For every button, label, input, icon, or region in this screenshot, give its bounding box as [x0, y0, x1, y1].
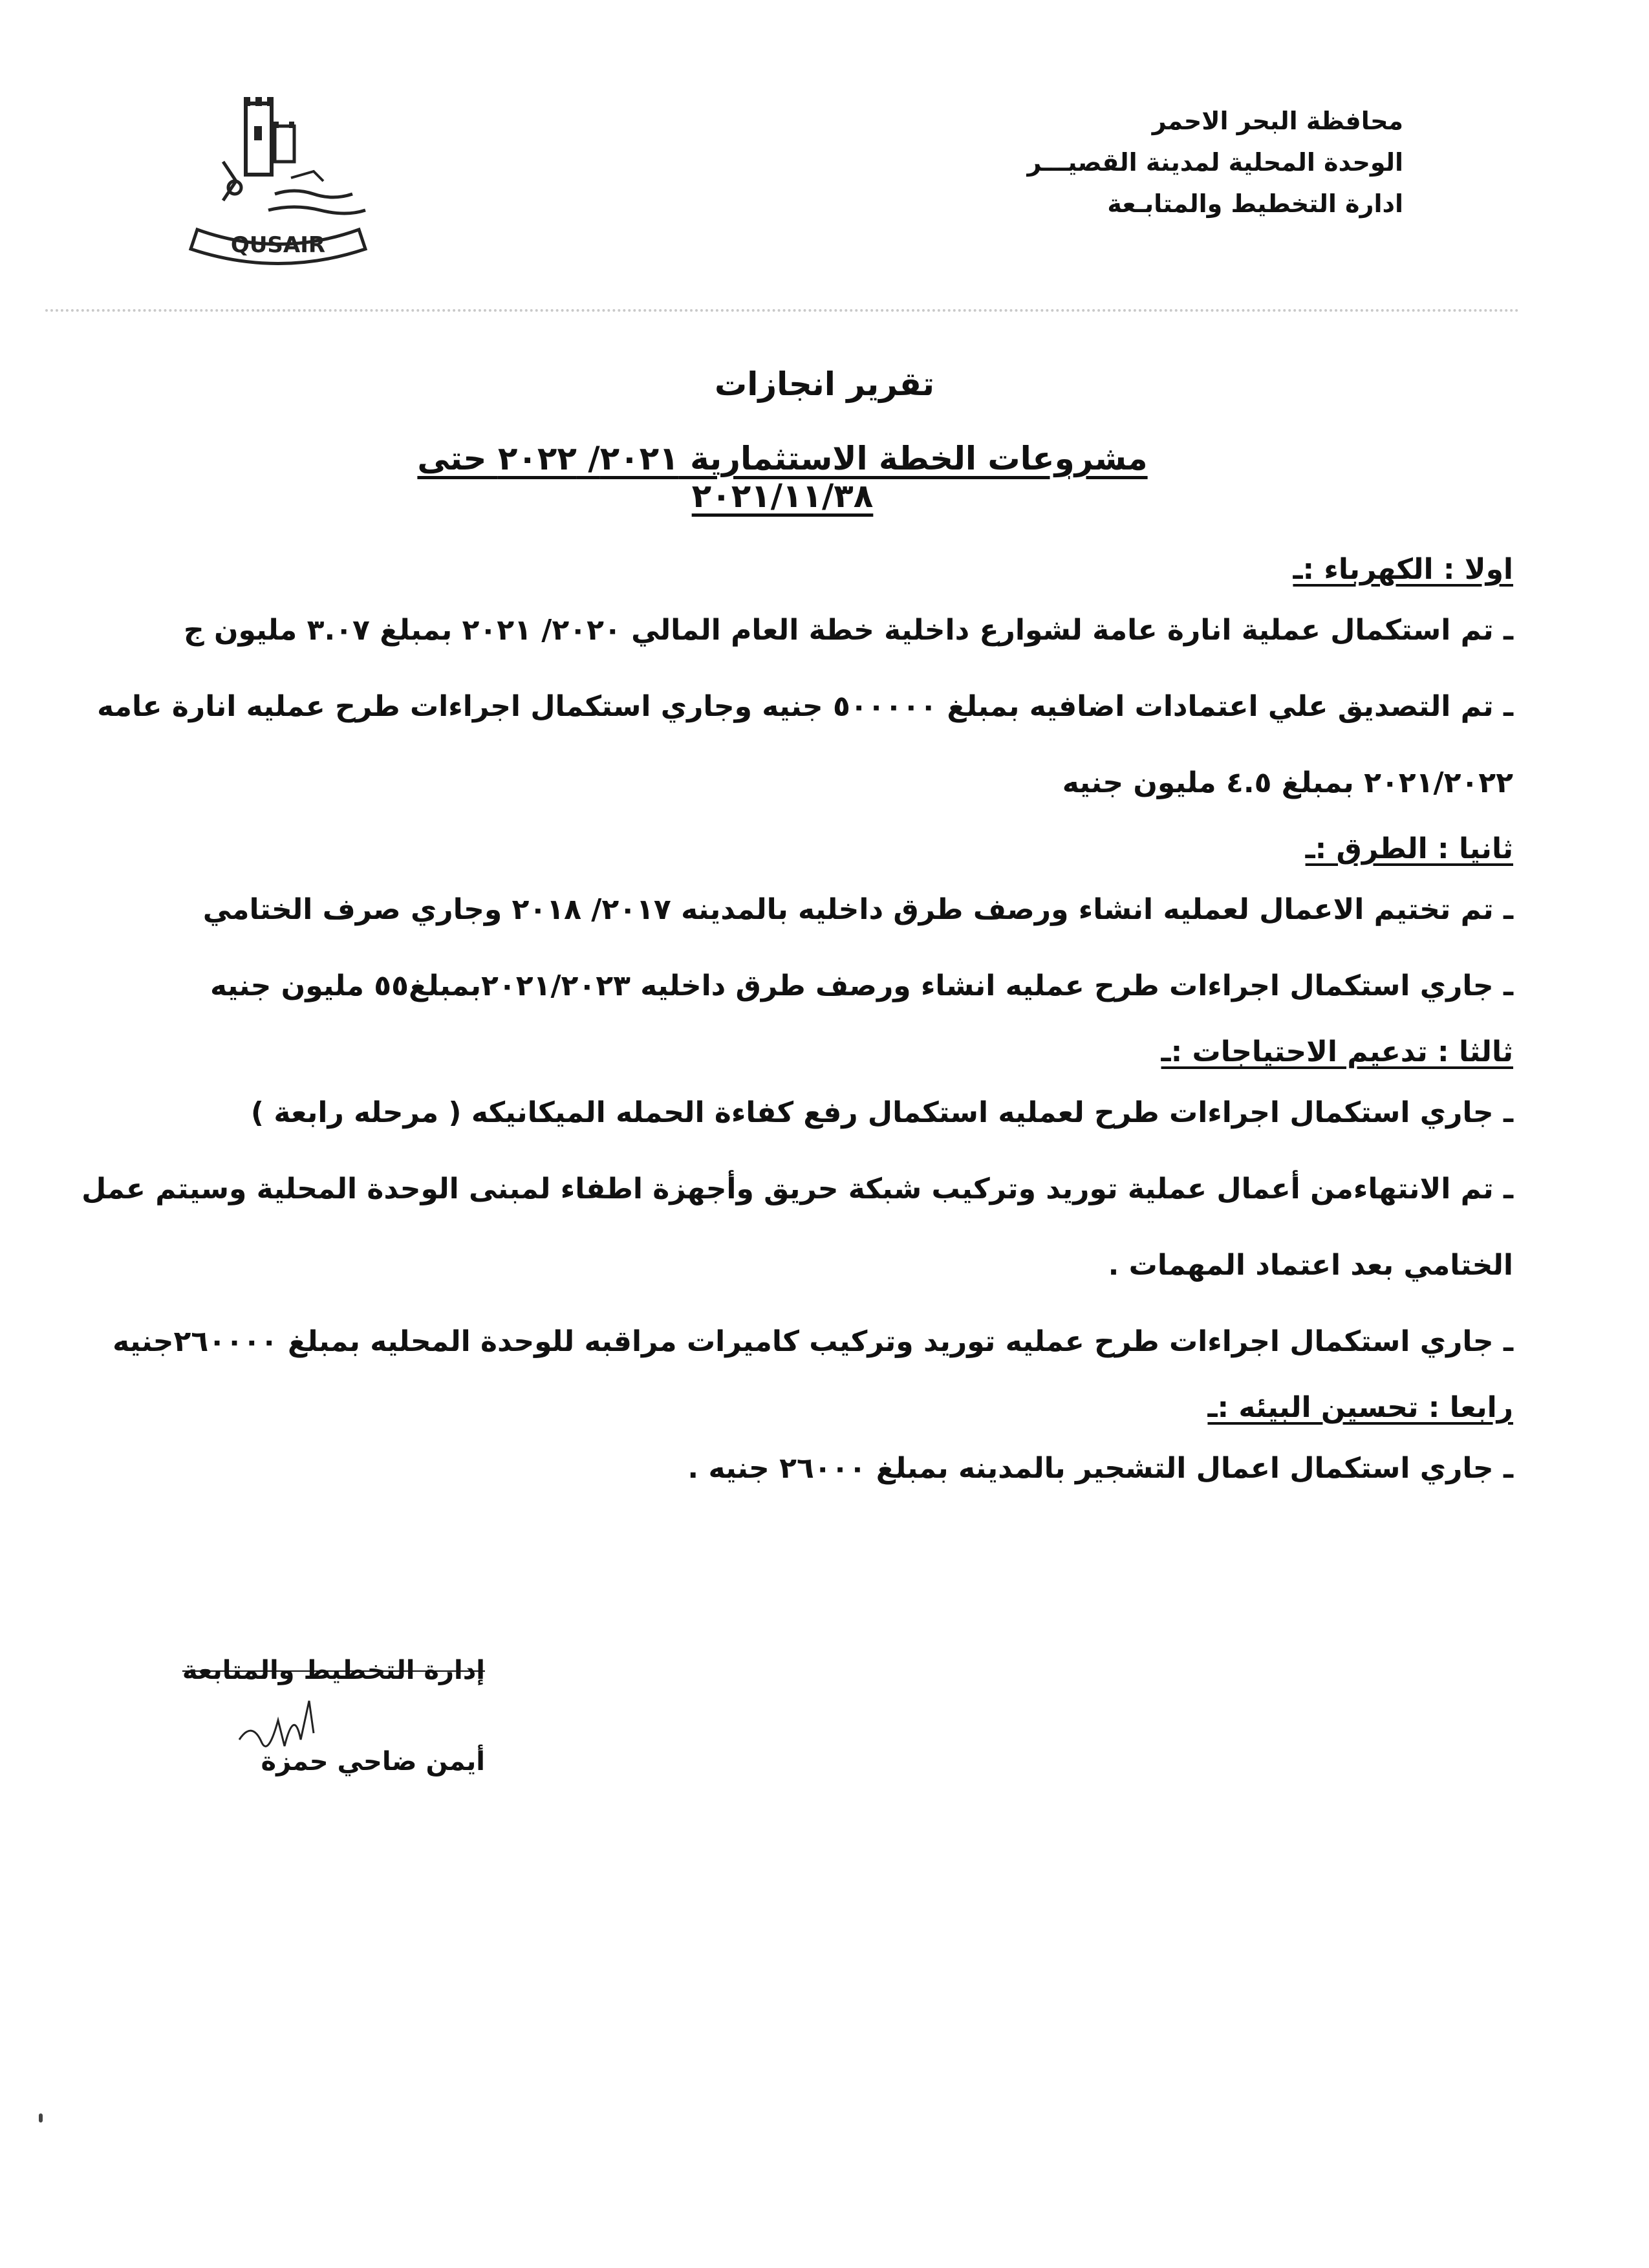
list-item: ـ تم تختيم الاعمال لعمليه انشاء ورصف طرق داخليه بالمدينه ٢٠١٧/ ٢٠١٨ وجاري صرف الختامي	[202, 893, 1513, 926]
section-heading-electricity: اولا : الكهرباء :ـ	[1293, 553, 1513, 586]
section-heading-roads: ثانيا : الطرق :ـ	[1305, 832, 1513, 865]
report-subtitle: مشروعات الخطة الاستثمارية ٢٠٢١/ ٢٠٢٢ حتى ٢٠٢١/١١/٣٨	[417, 440, 1148, 515]
section-heading-needs: ثالثا : تدعيم الاحتياجات :ـ	[1161, 1035, 1513, 1068]
list-item: ـ جاري استكمال اجراءات طرح لعمليه استكمال رفع كفاءة الحمله الميكانيكه ( مرحله رابعة )	[250, 1096, 1513, 1129]
logo-text: QUSAIR	[230, 232, 326, 258]
section-heading-environment: رابعا : تحسين البيئه :ـ	[1207, 1391, 1513, 1424]
signature-department: إدارة التخطيط والمتابعة	[182, 1656, 485, 1685]
signatory-name: أيمن ضاحي حمزة	[261, 1747, 485, 1777]
report-title: تقرير انجازات	[714, 365, 935, 403]
list-item: ـ جاري استكمال اجراءات طرح عمليه توريد وتركيب كاميرات مراقبه للوحدة المحليه بمبلغ ٢٦٠٠٠٠جنيه	[113, 1325, 1513, 1358]
governorate-line: محافظة البحر الاحمر	[1152, 107, 1403, 135]
qusair-logo	[184, 91, 372, 272]
list-item: ـ تم التصديق علي اعتمادات اضافيه بمبلغ ٥٠٠٠٠٠ جنيه وجاري استكمال اجراءات طرح عمليه انارة عامه ٢٠٢١/٢٠٢٢ بمبلغ ٤.٥ مليون جنيه	[97, 690, 1513, 799]
department-line: ادارة التخطيط والمتابـعة	[1107, 189, 1403, 218]
list-item: ـ جاري استكمال اجراءات طرح عمليه انشاء ورصف طرق داخليه ٢٠٢١/٢٠٢٣بمبلغ٥٥ مليون جنيه	[210, 969, 1513, 1002]
header-divider	[45, 309, 1520, 312]
list-item: ـ تم الانتهاءمن أعمال عملية توريد وتركيب شبكة حريق وأجهزة اطفاء لمبنى الوحدة المحلية وسيتم عمل الختامي بعد اعتماد المهمات .	[81, 1172, 1513, 1282]
list-item: ـ تم استكمال عملية انارة عامة لشوارع داخلية خطة العام المالي ٢٠٢٠/ ٢٠٢١ بمبلغ ٣.٠٧ مليون ج	[183, 614, 1513, 647]
report-body	[52, 542, 1513, 1507]
handwritten-signature	[233, 1694, 349, 1772]
issuing-authority	[951, 107, 1403, 231]
scan-mark	[39, 2113, 43, 2122]
local-unit-line: الوحدة المحلية لمدينة القصيـــر	[1027, 148, 1403, 177]
list-item: ـ جاري استكمال اعمال التشجير بالمدينه بمبلغ ٢٦٠٠٠ جنيه .	[687, 1452, 1513, 1485]
